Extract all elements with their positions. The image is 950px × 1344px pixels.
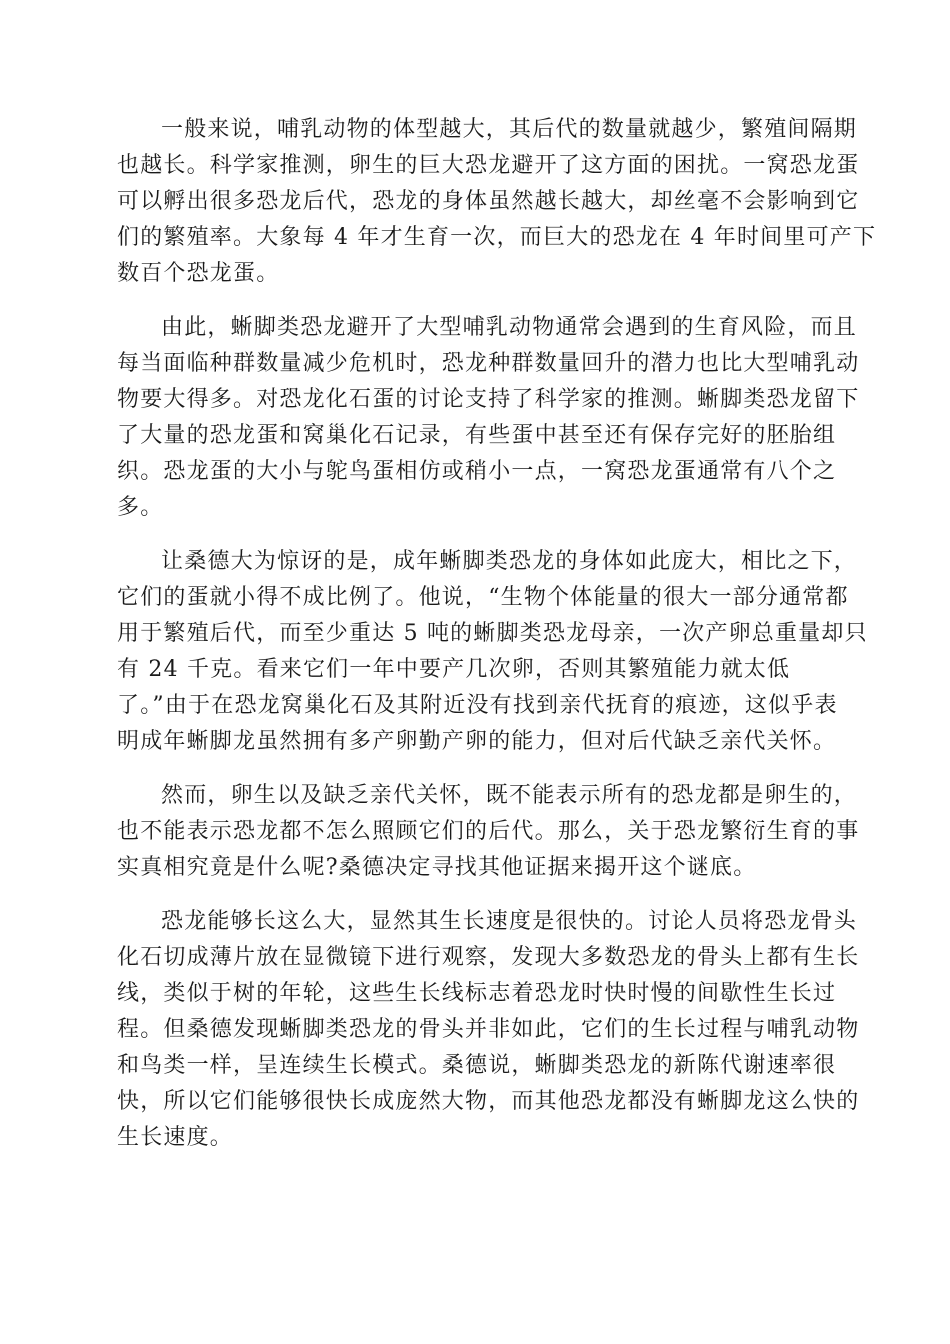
paragraph-line: 多。 bbox=[117, 495, 164, 520]
paragraph-3 bbox=[117, 544, 868, 760]
paragraph-line: 也越长。科学家推测，卵生的巨大恐龙避开了这方面的困扰。一窝恐龙蛋 bbox=[117, 153, 860, 178]
paragraph-line: 生长速度。 bbox=[117, 1125, 234, 1150]
paragraph-line: 明成年蜥脚龙虽然拥有多产卵勤产卵的能力，但对后代缺乏亲代关怀。 bbox=[117, 729, 837, 754]
paragraph-line: 恐龙能够长这么大，显然其生长速度是很快的。讨论人员将恐龙骨头 bbox=[161, 909, 858, 934]
paragraph-line: 有 24 千克。看来它们一年中要产几次卵，否则其繁殖能力就太低 bbox=[117, 657, 791, 682]
paragraph-line: 了。”由于在恐龙窝巢化石及其附近没有找到亲代抚育的痕迹，这似乎表 bbox=[117, 693, 838, 718]
paragraph-line: 和鸟类一样，呈连续生长模式。桑德说，蜥脚类恐龙的新陈代谢速率很 bbox=[117, 1053, 837, 1078]
paragraph-line: 化石切成薄片放在显微镜下进行观察，发现大多数恐龙的骨头上都有生长 bbox=[117, 945, 860, 970]
paragraph-line: 了大量的恐龙蛋和窝巢化石记录，有些蛋中甚至还有保存完好的胚胎组 bbox=[117, 423, 837, 448]
paragraph-line: 然而，卵生以及缺乏亲代关怀，既不能表示所有的恐龙都是卵生的， bbox=[161, 783, 858, 808]
paragraph-line: 可以孵出很多恐龙后代，恐龙的身体虽然越长越大，却丝毫不会影响到它 bbox=[117, 189, 860, 214]
paragraph-4 bbox=[117, 778, 860, 886]
paragraph-line: 让桑德大为惊讶的是，成年蜥脚类恐龙的身体如此庞大，相比之下， bbox=[161, 549, 858, 574]
paragraph-line: 一般来说，哺乳动物的体型越大，其后代的数量就越少，繁殖间隔期 bbox=[161, 117, 858, 142]
paragraph-line: 物要大得多。对恐龙化石蛋的讨论支持了科学家的推测。蜥脚类恐龙留下 bbox=[117, 387, 860, 412]
paragraph-line: 也不能表示恐龙都不怎么照顾它们的后代。那么，关于恐龙繁衍生育的事 bbox=[117, 819, 860, 844]
document-page bbox=[117, 112, 877, 1174]
paragraph-line: 线，类似于树的年轮，这些生长线标志着恐龙时快时慢的间歇性生长过 bbox=[117, 981, 837, 1006]
paragraph-line: 实真相究竟是什么呢?桑德决定寻找其他证据来揭开这个谜底。 bbox=[117, 855, 757, 880]
paragraph-line: 程。但桑德发现蜥脚类恐龙的骨头并非如此，它们的生长过程与哺乳动物 bbox=[117, 1017, 860, 1042]
paragraph-1 bbox=[117, 112, 877, 292]
paragraph-line: 织。恐龙蛋的大小与鸵鸟蛋相仿或稍小一点，一窝恐龙蛋通常有八个之 bbox=[117, 459, 837, 484]
paragraph-line: 它们的蛋就小得不成比例了。他说，“生物个体能量的很大一部分通常都 bbox=[117, 585, 849, 610]
paragraph-2 bbox=[117, 310, 860, 526]
paragraph-line: 数百个恐龙蛋。 bbox=[117, 261, 280, 286]
paragraph-line: 用于繁殖后代，而至少重达 5 吨的蜥脚类恐龙母亲，一次产卵总重量却只 bbox=[117, 621, 868, 646]
paragraph-5 bbox=[117, 904, 860, 1156]
paragraph-line: 由此，蜥脚类恐龙避开了大型哺乳动物通常会遇到的生育风险，而且 bbox=[161, 315, 858, 340]
paragraph-line: 们的繁殖率。大象每 4 年才生育一次，而巨大的恐龙在 4 年时间里可产下 bbox=[117, 225, 877, 250]
paragraph-line: 每当面临种群数量减少危机时，恐龙种群数量回升的潜力也比大型哺乳动 bbox=[117, 351, 860, 376]
paragraph-line: 快，所以它们能够很快长成庞然大物，而其他恐龙都没有蜥脚龙这么快的 bbox=[117, 1089, 860, 1114]
